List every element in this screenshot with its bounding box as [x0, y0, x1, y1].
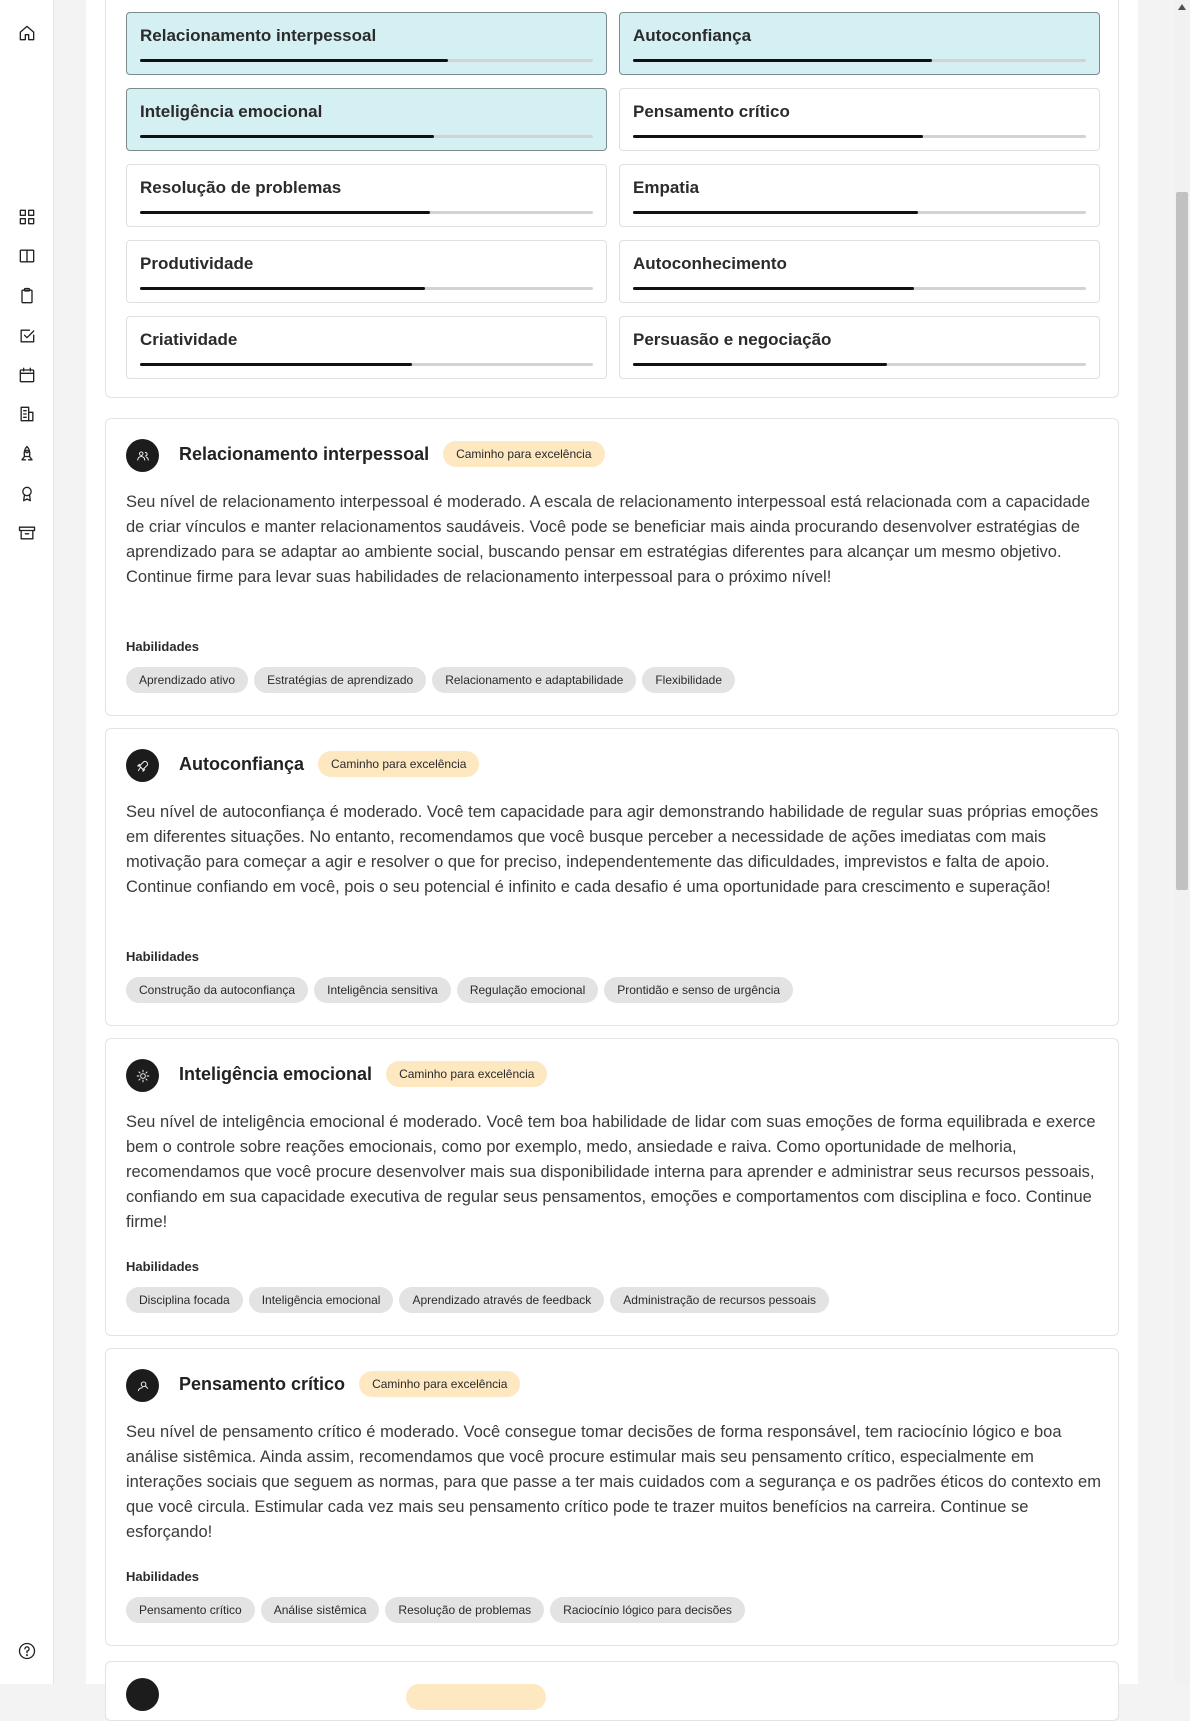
competency-tile[interactable]: [619, 12, 1100, 75]
checklist-icon[interactable]: [15, 324, 39, 348]
sidebar: [0, 0, 54, 1684]
detail-description: Seu nível de pensamento crítico é moderado. Você consegue tomar decisões de forma responsável, tem raciocínio lógico e boa análise sistêmica. Ainda assim, recomendamos que você procure estimular mais seu pensamento crítico, especialmente em interações sociais que seguem as normas, para que passe a ter mais cuidados com a segurança e os padrões éticos do contexto em que você circula. Estimular cada vez mais seu pensamento crítico pode te trazer muitos benefícios na carreira. Continue se esforçando!: [126, 1423, 1101, 1541]
competency-progress-fill: [140, 135, 434, 138]
skill-chip: Relacionamento e adaptabilidade: [432, 667, 636, 693]
competency-progress-fill: [633, 135, 923, 138]
competency-progress-fill: [140, 211, 430, 214]
competency-label: Empatia: [633, 178, 700, 197]
competency-detail-card: [105, 728, 1119, 1026]
skills-heading: Habilidades: [126, 639, 199, 654]
detail-description: Seu nível de relacionamento interpessoal é moderado. A escala de relacionamento interpessoal está relacionada com a capacidade de criar vínculos e manter relacionamentos saudáveis. Você pode se beneficiar mais ainda procurando desenvolver estratégias de aprendizado para se adaptar ao ambiente social, buscando pensar em estratégias diferentes para alcançar um mesmo objetivo. Continue firme para levar suas habilidades de relacionamento interpessoal para o próximo nível!: [126, 493, 1091, 586]
award-icon[interactable]: [15, 482, 39, 506]
detail-title: Pensamento crítico: [179, 1373, 346, 1394]
competency-label: Autoconfiança: [633, 26, 752, 45]
status-badge: Caminho para excelência: [443, 441, 604, 467]
competency-label: Criatividade: [140, 330, 238, 349]
competency-progress-bar: [633, 211, 1086, 214]
competency-label: Inteligência emocional: [140, 102, 323, 121]
scrollbar[interactable]: [1174, 0, 1190, 1684]
scrollbar-thumb[interactable]: [1176, 192, 1188, 890]
skill-chip: Inteligência sensitiva: [314, 977, 451, 1003]
competency-progress-bar: [633, 59, 1086, 62]
competency-progress-bar: [633, 287, 1086, 290]
competency-tile[interactable]: [126, 240, 607, 303]
detail-icon: [126, 1678, 159, 1711]
skill-chip: Flexibilidade: [642, 667, 735, 693]
skill-chip: Aprendizado através de feedback: [399, 1287, 604, 1313]
calendar-icon[interactable]: [15, 363, 39, 387]
competency-progress-bar: [140, 287, 593, 290]
skills-heading: Habilidades: [126, 1259, 199, 1274]
detail-description: Seu nível de inteligência emocional é moderado. Você tem boa habilidade de lidar com suas emoções de forma equilibrada e exerce bem o controle sobre reações emocionais, como por exemplo, medo, ansiedade e raiva. Como oportunidade de melhoria, recomendamos que você procure desenvolver mais sua disponibilidade interna para aprender e administrar seus recursos pessoais, confiando em sua capacidade executiva de regular seus pensamentos, emoções e comportamentos com disciplina e foco. Continue firme!: [126, 1113, 1096, 1231]
skills-list: [126, 977, 793, 1003]
book-open-icon[interactable]: [15, 244, 39, 268]
competency-label: Autoconhecimento: [633, 254, 787, 273]
detail-title: Inteligência emocional: [179, 1063, 373, 1084]
competency-progress-fill: [140, 59, 448, 62]
competency-progress-bar: [140, 363, 593, 366]
skill-chip: Raciocínio lógico para decisões: [550, 1597, 745, 1623]
clipboard-icon[interactable]: [15, 284, 39, 308]
competency-detail-card: [105, 418, 1119, 716]
archive-icon[interactable]: [15, 521, 39, 545]
competencies-grid-card: [105, 0, 1119, 398]
status-badge: Caminho para excelência: [318, 751, 479, 777]
competency-label: Produtividade: [140, 254, 254, 273]
competency-detail-card-partial: [105, 1661, 1119, 1721]
skill-chip: Regulação emocional: [457, 977, 598, 1003]
detail-description: Seu nível de autoconfiança é moderado. Você tem capacidade para agir demonstrando habilidade de regular suas próprias emoções em diferentes situações. No entanto, recomendamos que você busque perceber a necessidade de ações imediatas com mais motivação para começar a agir e resolver o que for preciso, independentemente das dificuldades, imprevistos e falta de apoio. Continue confiando em você, pois o seu potencial é infinito e cada desafio é uma oportunidade para crescimento e superação!: [126, 803, 1099, 896]
competency-tile[interactable]: [619, 316, 1100, 379]
skill-chip: Pensamento crítico: [126, 1597, 255, 1623]
rocket-icon[interactable]: [15, 442, 39, 466]
competency-label: Resolução de problemas: [140, 178, 342, 197]
competency-tile[interactable]: [126, 164, 607, 227]
users-icon: [126, 439, 159, 472]
scroll-up-arrow-icon[interactable]: [1178, 4, 1186, 10]
competency-progress-fill: [140, 287, 425, 290]
competency-progress-bar: [140, 59, 593, 62]
skill-chip: Construção da autoconfiança: [126, 977, 308, 1003]
skill-chip: Prontidão e senso de urgência: [604, 977, 793, 1003]
skill-chip: Análise sistêmica: [261, 1597, 380, 1623]
competency-tile[interactable]: [619, 240, 1100, 303]
skill-chip: Estratégias de aprendizado: [254, 667, 426, 693]
competency-tile[interactable]: [619, 88, 1100, 151]
status-badge: [406, 1684, 546, 1710]
competency-label: Relacionamento interpessoal: [140, 26, 377, 45]
status-badge: Caminho para excelência: [359, 1371, 520, 1397]
skills-list: [126, 1597, 745, 1623]
competency-progress-fill: [633, 211, 918, 214]
sun-icon: [126, 1059, 159, 1092]
building-icon[interactable]: [15, 402, 39, 426]
detail-title: Autoconfiança: [179, 753, 305, 774]
competency-progress-bar: [633, 135, 1086, 138]
competency-label: Pensamento crítico: [633, 102, 790, 121]
competency-progress-fill: [633, 363, 887, 366]
competency-progress-bar: [633, 363, 1086, 366]
competency-progress-fill: [633, 287, 914, 290]
competency-tile[interactable]: [126, 316, 607, 379]
status-badge: Caminho para excelência: [386, 1061, 547, 1087]
help-circle-icon[interactable]: [15, 1639, 39, 1663]
skill-chip: Administração de recursos pessoais: [610, 1287, 829, 1313]
competency-detail-card: [105, 1038, 1119, 1336]
detail-title: Relacionamento interpessoal: [179, 443, 430, 464]
skills-heading: Habilidades: [126, 1569, 199, 1584]
skills-heading: Habilidades: [126, 949, 199, 964]
dashboard-grid-icon[interactable]: [15, 205, 39, 229]
skills-list: [126, 1287, 829, 1313]
competency-tile[interactable]: [619, 164, 1100, 227]
competency-detail-card: [105, 1348, 1119, 1646]
competency-progress-bar: [140, 135, 593, 138]
competency-tile[interactable]: [126, 12, 607, 75]
competency-label: Persuasão e negociação: [633, 330, 832, 349]
skill-chip: Disciplina focada: [126, 1287, 243, 1313]
skill-chip: Aprendizado ativo: [126, 667, 248, 693]
skills-list: [126, 667, 735, 693]
competency-tile[interactable]: [126, 88, 607, 151]
competency-progress-bar: [140, 211, 593, 214]
competency-progress-fill: [140, 363, 412, 366]
skill-chip: Resolução de problemas: [385, 1597, 544, 1623]
competency-progress-fill: [633, 59, 932, 62]
rocket-icon: [126, 749, 159, 782]
skill-chip: Inteligência emocional: [249, 1287, 394, 1313]
home-icon[interactable]: [15, 21, 39, 45]
user-search-icon: [126, 1369, 159, 1402]
